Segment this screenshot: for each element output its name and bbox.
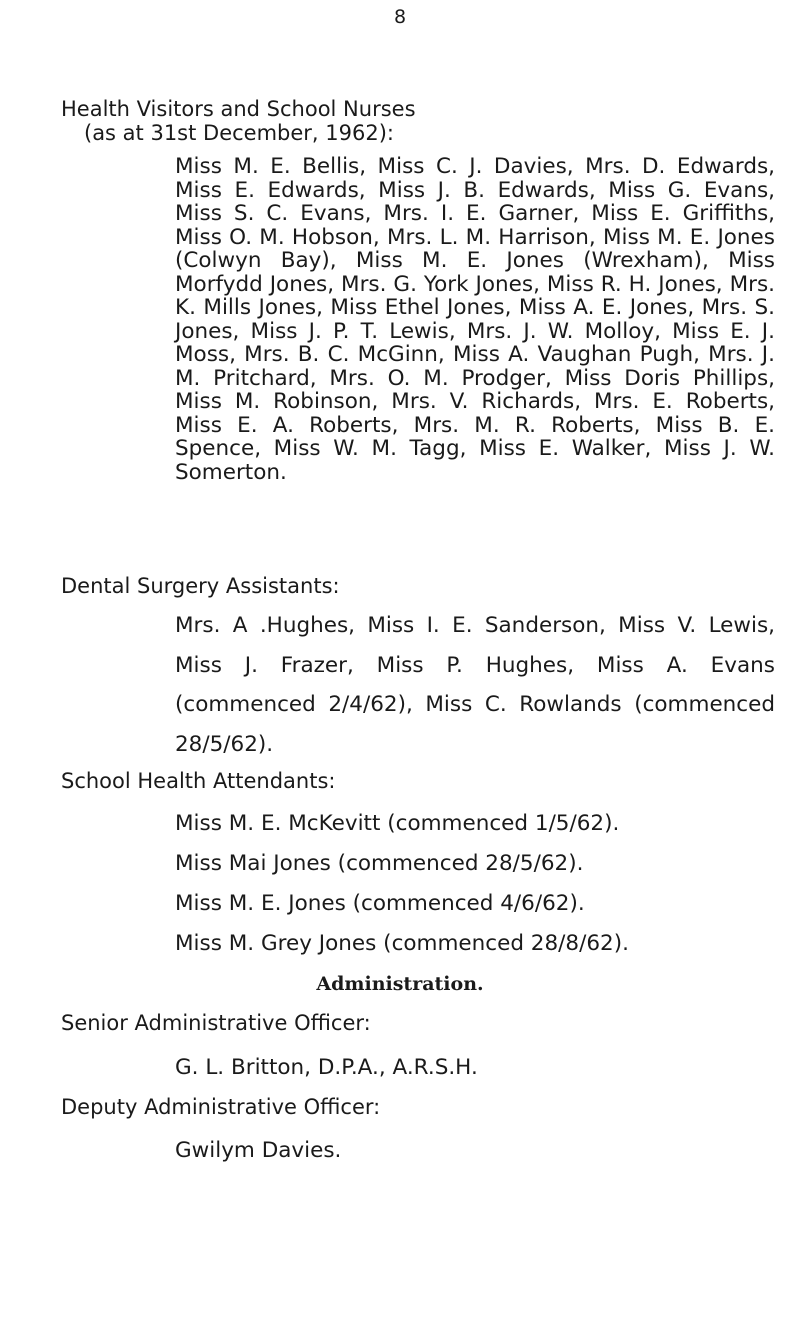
attendant-item: Miss M. Grey Jones (commenced 28/8/62). <box>175 931 629 956</box>
senior-officer-title: Senior Administrative Officer: <box>61 1011 371 1035</box>
health-visitors-subtitle: (as at 31st December, 1962): <box>84 121 394 145</box>
deputy-officer-title: Deputy Administrative Officer: <box>61 1095 381 1119</box>
attendants-title: School Health Attendants: <box>61 769 336 793</box>
attendant-item: Miss Mai Jones (commenced 28/5/62). <box>175 851 584 876</box>
dental-title: Dental Surgery Assistants: <box>61 574 340 598</box>
health-visitors-title: Health Visitors and School Nurses <box>61 97 416 121</box>
administration-heading: Administration. <box>316 973 484 995</box>
dental-names: Mrs. A .Hughes, Miss I. E. Sanderson, Miss V. Lewis, Miss J. Frazer, Miss P. Hughes, Miss A. Evans (commenced 2/4/62), Miss C. Rowlands (commenced 28/5/62). <box>175 613 775 757</box>
senior-officer-name: G. L. Britton, D.P.A., A.R.S.H. <box>175 1055 478 1080</box>
deputy-officer-name: Gwilym Davies. <box>175 1138 342 1163</box>
page-number: 8 <box>393 6 407 28</box>
attendant-item: Miss M. E. McKevitt (commenced 1/5/62). <box>175 811 620 836</box>
attendant-item: Miss M. E. Jones (commenced 4/6/62). <box>175 891 585 916</box>
health-visitors-names: Miss M. E. Bellis, Miss C. J. Davies, Mrs. D. Edwards, Miss E. Edwards, Miss J. B. Edwards, Miss G. Evans, Miss S. C. Evans, Mrs. I. E. Garner, Miss E. Griffiths, Miss O. M. Hobson, Mrs. L. M. Harrison, Miss M. E. Jones (Colwyn Bay), Miss M. E. Jones (Wrexham), Miss Morfydd Jones, Mrs. G. York Jones, Miss R. H. Jones, Mrs. K. Mills Jones, Miss Ethel Jones, Miss A. E. Jones, Mrs. S. Jones, Miss J. P. T. Lewis, Mrs. J. W. Molloy, Miss E. J. Moss, Mrs. B. C. McGinn, Miss A. Vaughan Pugh, Mrs. J. M. Pritchard, Mrs. O. M. Prodger, Miss Doris Phillips, Miss M. Robinson, Mrs. V. Richards, Mrs. E. Roberts, Miss E. A. Roberts, Mrs. M. R. Roberts, Miss B. E. Spence, Miss W. M. Tagg, Miss E. Walker, Miss J. W. Somerton. <box>175 154 775 485</box>
